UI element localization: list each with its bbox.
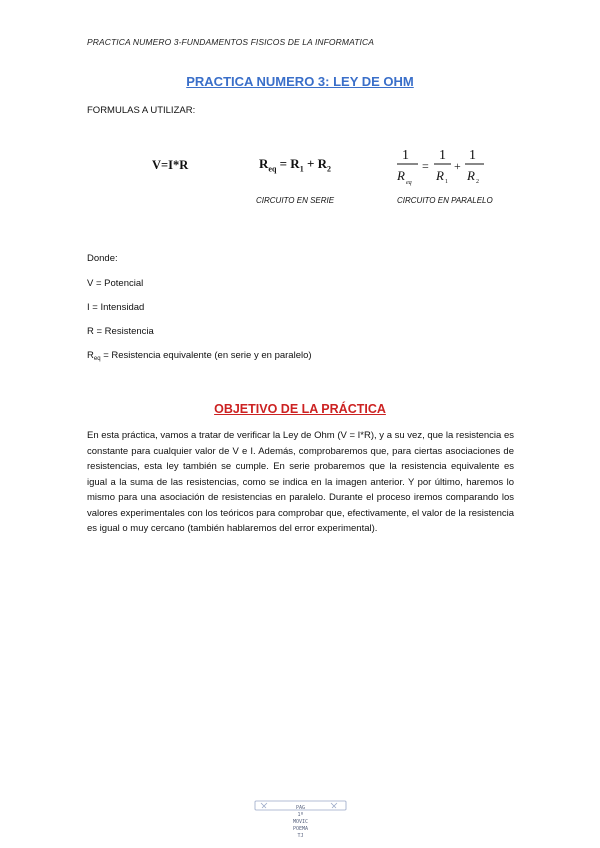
- definitions-intro: Donde:: [87, 253, 118, 264]
- series-r1-symbol: = R: [276, 156, 300, 171]
- series-req-symbol: R: [259, 156, 269, 171]
- req-symbol: R: [87, 350, 94, 361]
- req-subscript: eq: [93, 356, 101, 362]
- running-header: PRACTICA NUMERO 3-FUNDAMENTOS FISICOS DE LA INFORMATICA: [87, 37, 374, 47]
- stamp-line-2: 1º: [297, 812, 304, 818]
- definition-equivalent-resistance: [87, 350, 312, 362]
- stamp-line-3: MOVIC: [292, 819, 309, 825]
- parallel-numerator-3: 1: [469, 148, 476, 163]
- req-definition-text: = Resistencia equivalente (en serie y en paralelo): [100, 350, 312, 361]
- stamp-svg: [253, 798, 348, 838]
- series-r2-subscript: 2: [326, 164, 331, 174]
- definition-current: I = Intensidad: [87, 302, 145, 313]
- series-formula: [259, 156, 331, 174]
- parallel-denominator-r1-sub: 1: [445, 179, 448, 185]
- objective-heading: OBJETIVO DE LA PRÁCTICA: [214, 402, 386, 416]
- stamp-line-1: PAG: [295, 805, 306, 811]
- parallel-caption: CIRCUITO EN PARALELO: [397, 196, 493, 205]
- parallel-denominator-r2: R: [467, 168, 475, 183]
- parallel-formula: [396, 145, 496, 190]
- parallel-denominator-req: R: [397, 168, 405, 183]
- definition-voltage: V = Potencial: [87, 278, 144, 289]
- series-caption: CIRCUITO EN SERIE: [256, 196, 335, 205]
- parallel-numerator-2: 1: [439, 148, 446, 163]
- stamp-line-5: TJ: [297, 833, 304, 838]
- series-r2-symbol: + R: [303, 156, 327, 171]
- parallel-denominator-r1: R: [436, 168, 444, 183]
- page-title: PRACTICA NUMERO 3: LEY DE OHM: [186, 74, 414, 89]
- parallel-equals-sign: =: [422, 159, 429, 173]
- parallel-denominator-r2-sub: 2: [476, 179, 479, 185]
- definition-resistance: R = Resistencia: [87, 326, 154, 337]
- ohm-law-formula: V=I*R: [152, 158, 189, 172]
- parallel-plus-sign: +: [454, 159, 461, 173]
- stamp-line-4: POEMA: [292, 826, 309, 832]
- objective-paragraph: En esta práctica, vamos a tratar de verificar la Ley de Ohm (V = I*R), y a su vez, que la resistencia es constante para cualquier valor de V e I. Además, comprobaremos que, para ciertas asociaciones de resistencias, esta ley también se cumple. En serie probaremos que la resistencia equivalente es igual a la suma de las resistencias, como se indica en la imagen anterior. Y por último, haremos lo mismo para una asociación de resistencias en paralelo. Durante el proceso iremos comparando los valores experimentales con los teóricos para comprobar que, efectivamente, el valor de la resistencia es igual o muy cercano (también hablaremos del error experimental).: [87, 430, 514, 534]
- series-r1-subscript: 1: [299, 164, 304, 174]
- footer-stamp-logo: [253, 798, 348, 838]
- parallel-denominator-req-sub: eq: [406, 180, 412, 186]
- formulas-label: FORMULAS A UTILIZAR:: [87, 105, 196, 116]
- parallel-formula-svg: [396, 145, 496, 190]
- series-req-subscript: eq: [268, 164, 277, 174]
- parallel-numerator-1: 1: [402, 148, 409, 163]
